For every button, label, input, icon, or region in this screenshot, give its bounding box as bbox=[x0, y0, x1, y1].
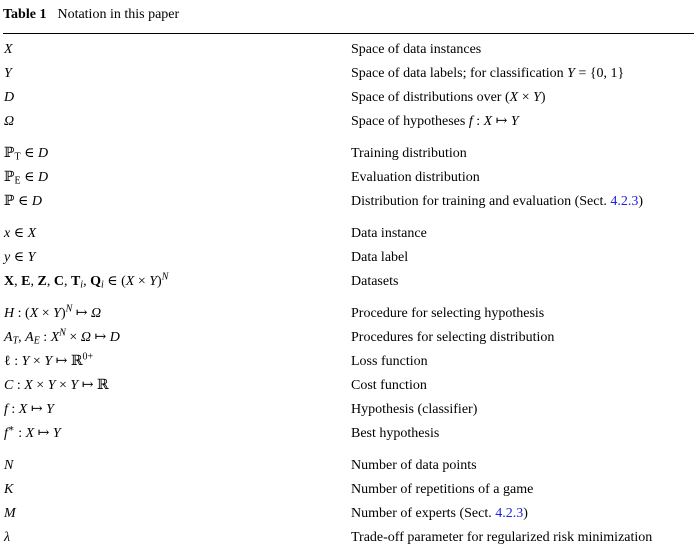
description-cell bbox=[351, 302, 694, 326]
math-text: ) bbox=[523, 506, 528, 521]
description-cell bbox=[351, 398, 694, 422]
math-text: T bbox=[12, 335, 19, 347]
table-row bbox=[3, 326, 694, 350]
math-text: Cost function bbox=[351, 378, 427, 393]
math-text: Data instance bbox=[351, 226, 427, 241]
description-cell bbox=[351, 422, 694, 446]
math-text: ) bbox=[157, 274, 162, 289]
math-text: Number of data points bbox=[351, 458, 477, 473]
math-text: ℙ bbox=[4, 146, 15, 161]
description-cell bbox=[351, 350, 694, 374]
math-text: Z bbox=[37, 274, 47, 289]
math-text: , bbox=[18, 330, 26, 345]
math-text: X bbox=[24, 378, 33, 393]
table-caption-label: Table 1 bbox=[3, 7, 47, 22]
math-text: X bbox=[125, 274, 135, 289]
math-text: M bbox=[4, 506, 16, 521]
math-text: Space of distributions over ( bbox=[351, 90, 510, 105]
description-cell bbox=[351, 374, 694, 398]
symbol-cell bbox=[3, 454, 351, 478]
math-text: , bbox=[63, 274, 71, 289]
math-text: N bbox=[4, 458, 14, 473]
math-text: ℙ bbox=[4, 170, 15, 185]
math-text: Number of experts (Sect. bbox=[351, 506, 496, 521]
math-text: ↦ bbox=[72, 306, 92, 321]
math-text: X bbox=[18, 402, 28, 417]
math-text: ) bbox=[540, 90, 546, 105]
math-text: ℙ ∈ bbox=[4, 194, 32, 209]
math-text: ∈ bbox=[20, 146, 39, 161]
math-text: Y bbox=[27, 250, 36, 265]
math-text: ∈ bbox=[10, 226, 28, 241]
math-text: ∈ bbox=[20, 170, 39, 185]
math-text: Y bbox=[4, 66, 12, 81]
description-cell bbox=[351, 222, 694, 246]
math-text: × bbox=[55, 378, 71, 393]
math-text: : ( bbox=[14, 306, 30, 321]
math-text: C bbox=[4, 378, 14, 393]
math-text: Space of data instances bbox=[351, 42, 482, 57]
math-text: T bbox=[14, 151, 21, 163]
math-text: Ω bbox=[91, 306, 102, 321]
symbol-cell bbox=[3, 166, 351, 190]
math-text: ) bbox=[638, 194, 643, 209]
math-text: X bbox=[4, 42, 13, 57]
math-text: X bbox=[483, 114, 493, 129]
math-text: Space of hypotheses bbox=[351, 114, 469, 129]
math-text: : bbox=[7, 402, 19, 417]
math-text: : bbox=[39, 330, 51, 345]
math-text: A bbox=[4, 330, 13, 345]
table-row bbox=[3, 454, 694, 478]
math-text: f bbox=[468, 114, 473, 129]
math-text: D bbox=[4, 90, 15, 105]
math-text: Y bbox=[46, 402, 54, 417]
math-text: Evaluation distribution bbox=[351, 170, 480, 185]
math-text: E bbox=[33, 335, 40, 347]
math-text: , bbox=[30, 274, 38, 289]
math-text: 0+ bbox=[82, 351, 94, 363]
symbol-cell bbox=[3, 190, 351, 214]
math-text: = {0, 1} bbox=[574, 66, 625, 81]
math-text: Best hypothesis bbox=[351, 426, 440, 441]
math-text: Data label bbox=[351, 250, 409, 265]
symbol-cell bbox=[3, 422, 351, 446]
symbol-cell bbox=[3, 302, 351, 326]
table-row bbox=[3, 526, 694, 546]
math-text: Y bbox=[533, 90, 541, 105]
math-text: Space of data labels; for classification bbox=[351, 66, 568, 81]
symbol-cell bbox=[3, 526, 351, 546]
math-text: E bbox=[21, 274, 31, 289]
math-text: Y bbox=[70, 378, 79, 393]
math-text: λ bbox=[4, 530, 11, 545]
symbol-cell bbox=[3, 246, 351, 270]
math-text: X bbox=[29, 306, 39, 321]
description-cell bbox=[351, 478, 694, 502]
math-text: × bbox=[32, 378, 48, 393]
table-row bbox=[3, 62, 694, 86]
math-text: ∈ bbox=[10, 250, 28, 265]
description-cell bbox=[351, 270, 694, 294]
math-text: × bbox=[65, 330, 81, 345]
table-row bbox=[3, 190, 694, 214]
math-text: Y bbox=[52, 426, 61, 441]
symbol-cell bbox=[3, 62, 351, 86]
table-row bbox=[3, 502, 694, 526]
symbol-cell bbox=[3, 142, 351, 166]
math-text: Q bbox=[90, 274, 101, 289]
math-text: Procedures for selecting distribution bbox=[351, 330, 555, 345]
math-text: : bbox=[472, 114, 484, 129]
math-text: D bbox=[109, 330, 120, 345]
table-row bbox=[3, 422, 694, 446]
symbol-cell bbox=[3, 110, 351, 134]
table-row bbox=[3, 38, 694, 62]
symbol-cell bbox=[3, 86, 351, 110]
math-text: ↦ ℝ bbox=[78, 378, 109, 393]
table-row bbox=[3, 86, 694, 110]
math-text: X bbox=[27, 226, 37, 241]
math-text: ∈ ( bbox=[103, 274, 126, 289]
math-text: Ω bbox=[80, 330, 91, 345]
table-row bbox=[3, 222, 694, 246]
symbol-cell bbox=[3, 222, 351, 246]
math-text: T bbox=[70, 274, 81, 289]
table-row bbox=[3, 110, 694, 134]
math-text: D bbox=[38, 170, 49, 185]
description-cell bbox=[351, 142, 694, 166]
math-text: D bbox=[38, 146, 49, 161]
math-text: , bbox=[14, 274, 22, 289]
table-row bbox=[3, 142, 694, 166]
math-text: N bbox=[59, 327, 66, 339]
symbol-cell bbox=[3, 350, 351, 374]
math-text: , bbox=[46, 274, 54, 289]
description-cell bbox=[351, 526, 694, 546]
math-text: Distribution for training and evaluation (Sect. bbox=[351, 194, 611, 209]
notation-table bbox=[3, 38, 694, 546]
math-text: K bbox=[4, 482, 14, 497]
math-text: ) bbox=[60, 306, 66, 321]
description-cell bbox=[351, 38, 694, 62]
math-text: Trade-off parameter for regularized risk minimization bbox=[351, 530, 653, 545]
math-text: y bbox=[4, 250, 11, 265]
math-text: Training distribution bbox=[351, 146, 467, 161]
math-text: f bbox=[4, 402, 8, 417]
notation-group bbox=[3, 38, 694, 134]
math-text: H bbox=[4, 306, 15, 321]
math-text: × bbox=[518, 90, 534, 105]
math-text: Loss function bbox=[351, 354, 428, 369]
math-text: C bbox=[53, 274, 64, 289]
table-top-rule bbox=[3, 33, 694, 34]
math-text: : bbox=[14, 426, 26, 441]
notation-group bbox=[3, 454, 694, 546]
math-text: Y bbox=[510, 114, 519, 129]
math-text: ↦ ℝ bbox=[52, 354, 83, 369]
section-link[interactable]: 4.2.3 bbox=[610, 194, 639, 209]
math-text: : bbox=[13, 378, 25, 393]
table-caption-text: Notation in this paper bbox=[57, 7, 180, 22]
math-text: E bbox=[14, 175, 21, 187]
math-text: Y bbox=[47, 378, 56, 393]
table-row bbox=[3, 398, 694, 422]
description-cell bbox=[351, 502, 694, 526]
math-text: i bbox=[80, 279, 84, 291]
section-link[interactable]: 4.2.3 bbox=[495, 506, 524, 521]
math-text: × bbox=[38, 306, 54, 321]
math-text: N bbox=[65, 303, 73, 315]
table-row bbox=[3, 478, 694, 502]
math-text: D bbox=[31, 194, 43, 209]
math-text: Hypothesis (classifier) bbox=[351, 402, 478, 417]
math-text: Y bbox=[567, 66, 575, 81]
math-text: A bbox=[25, 330, 34, 345]
description-cell bbox=[351, 246, 694, 270]
symbol-cell bbox=[3, 478, 351, 502]
math-text: ∗ bbox=[7, 423, 15, 435]
math-text: ↦ bbox=[492, 114, 511, 129]
math-text: X bbox=[509, 90, 519, 105]
symbol-cell bbox=[3, 398, 351, 422]
math-text: Y bbox=[53, 306, 61, 321]
math-text: × bbox=[29, 354, 45, 369]
notation-group bbox=[3, 222, 694, 294]
math-text: Procedure for selecting hypothesis bbox=[351, 306, 545, 321]
description-cell bbox=[351, 166, 694, 190]
math-text: x bbox=[4, 226, 11, 241]
table-row bbox=[3, 246, 694, 270]
table-row bbox=[3, 350, 694, 374]
math-text: Datasets bbox=[351, 274, 399, 289]
description-cell bbox=[351, 62, 694, 86]
table-row bbox=[3, 166, 694, 190]
math-text: ℓ : bbox=[4, 354, 22, 369]
math-text: Y bbox=[149, 274, 158, 289]
math-text: × bbox=[134, 274, 150, 289]
math-text: Number of repetitions of a game bbox=[351, 482, 534, 497]
description-cell bbox=[351, 190, 694, 214]
math-text: X bbox=[25, 426, 35, 441]
description-cell bbox=[351, 110, 694, 134]
math-text: ↦ bbox=[90, 330, 110, 345]
table-row bbox=[3, 302, 694, 326]
symbol-cell bbox=[3, 38, 351, 62]
notation-group bbox=[3, 302, 694, 446]
math-text: ↦ bbox=[27, 402, 47, 417]
math-text: Ω bbox=[4, 114, 15, 129]
table-row bbox=[3, 374, 694, 398]
math-text: X bbox=[4, 274, 15, 289]
math-text: i bbox=[100, 279, 104, 291]
math-text: Y bbox=[44, 354, 53, 369]
symbol-cell bbox=[3, 502, 351, 526]
description-cell bbox=[351, 454, 694, 478]
table-row bbox=[3, 270, 694, 294]
math-text: ↦ bbox=[34, 426, 53, 441]
math-text: X bbox=[50, 330, 60, 345]
notation-group bbox=[3, 142, 694, 214]
symbol-cell bbox=[3, 270, 351, 294]
math-text: f bbox=[4, 426, 8, 441]
symbol-cell bbox=[3, 374, 351, 398]
symbol-cell bbox=[3, 326, 351, 350]
table-caption bbox=[3, 5, 694, 24]
math-text: N bbox=[161, 271, 169, 283]
math-text: Y bbox=[21, 354, 30, 369]
math-text: , bbox=[83, 274, 91, 289]
description-cell bbox=[351, 86, 694, 110]
description-cell bbox=[351, 326, 694, 350]
